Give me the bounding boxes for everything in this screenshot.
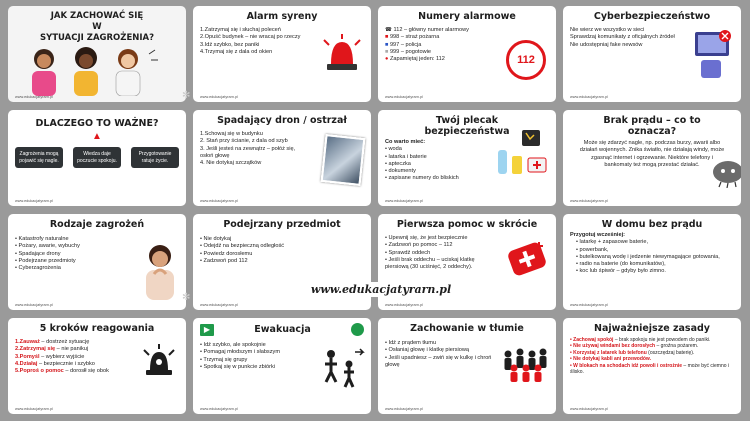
list-item: Nie wierz we wszystko w sieci [570,27,645,33]
fire-icon: ■ [385,34,390,41]
card-intro[interactable] [8,6,186,102]
site-url: www.edukacjatyrarn.pl [200,303,238,307]
watermark: www.edukacjatyrarn.pl [296,282,466,297]
list-item: 1.Zauważ – dostrzeż sytuację [15,339,90,345]
list-item: • Pożary, awarie, wybuchy [15,243,80,250]
list-item: • Korzystaj z latarek lub telefonu (oszczędzaj baterię). [570,349,695,356]
list-item: • Cyberzagrożenia [15,265,61,272]
card-backpack[interactable] [378,110,556,206]
site-url: www.edukacjatyrarn.pl [15,407,53,411]
list-item: Sprawdzaj komunikaty z oficjalnych źródeł [570,34,675,41]
phone-icon: ☎ [385,27,394,33]
intro-title-3: SYTUACJI ZAGROŻENIA? [39,33,155,43]
gear-icon: ✻ [182,90,191,101]
list-item: • Nie dotykaj kabli ani przewodów. [570,356,652,363]
police-icon: ■ [385,41,390,48]
site-url: www.edukacjatyrarn.pl [200,199,238,203]
intro-title-1: JAK ZACHOWAĆ SIĘ [50,11,144,21]
list-item: • Podejrzane przedmioty [15,257,76,264]
drone-photo [321,134,366,186]
list-item: • W blokach na schodach idź powoli i ostrożnie – może być ciemno i ślisko. [570,362,730,376]
drone-title: Spadający dron / ostrzał [217,115,347,126]
card-nopower[interactable] [563,214,741,310]
site-url: www.edukacjatyrarn.pl [385,303,423,307]
card-numbers[interactable] [378,6,556,102]
why-box: Przygotowanie ratuje życie. [131,147,179,168]
list-item: 4. Nie dotykaj szczątków [200,160,262,167]
list-item: 4.Działaj – bezpiecznie i szybko [15,360,95,367]
list-item: 3.Idź szybko, bez paniki [200,41,260,48]
blackout-text: Może się zdarzyć nagle, np. podczas burzy, awarii albo działań wojennych. Znika światło, nie działają windy, może zgasnąć internet i ogrzewanie. Niektóre telefony i bankomaty też mogą przestać działać. [579,140,725,168]
list-item: • Trzymaj się grupy [200,356,248,363]
list-item: • powerbank, [576,246,609,253]
intro-title-2: W [92,22,102,32]
site-url: www.edukacjatyrarn.pl [200,407,238,411]
rules-title: Najważniejsze zasady [594,323,710,334]
list-item: • Powiedz dorosłemu [200,250,253,257]
alarm-title: Alarm syreny [246,11,318,22]
ambulance-icon: ■ [385,48,390,55]
computer-icon [691,28,737,80]
list-item: • latarka i baterie [385,153,427,160]
backpack-title-2: bezpieczeństwa [424,126,510,137]
steps-title: 5 kroków reagowania [39,323,155,334]
list-item: • Jeśli upadniesz – zwiń się w kulkę i chroń głowę [385,354,492,368]
backpack-title-1: Twój plecak [435,115,499,126]
list-item: 3.Pomyśl – wybierz wyjście [15,353,85,360]
siren-icon: ▲ [92,131,102,142]
family-icon [319,348,365,392]
list-item: 3. Jeśli jesteś na zewnątrz – połóż się, osłoń głowę [200,145,296,159]
exit-icon: ▶ [200,324,214,336]
backpack-icon [492,128,552,188]
list-item: • Idź z prądem tłumu [385,340,437,346]
site-url: www.edukacjatyrarn.pl [385,199,423,203]
firstaid-title: Pierwsza pomoc w skrócie [396,219,538,230]
why-title: DLACZEGO TO WAŻNE? [35,118,159,129]
backpack-lead: Co warto mieć: [385,139,426,145]
pin-icon: ● [385,56,390,63]
blackout-title-1: Brak prądu – co to [603,115,701,126]
card-steps[interactable] [8,318,186,414]
crowd-icon [500,346,548,382]
list-item: • Upewnij się, że jest bezpiecznie [385,235,468,241]
list-item: • koc lub śpiwór – gdyby było zimno. [576,268,666,275]
why-box: Wiedza daje poczucie spokoju. [73,147,121,168]
numbers-title: Numery alarmowe [418,11,516,22]
card-cyber[interactable] [563,6,741,102]
list-item: • dokumenty [385,168,416,175]
list-item: 1.Zatrzymaj się i słuchaj poleceń [200,27,281,33]
site-url: www.edukacjatyrarn.pl [570,95,608,99]
worried-person-illustration [140,240,180,300]
suspicious-title: Podejrzany przedmiot [223,219,341,230]
list-item: 4.Trzymaj się z dala od okien [200,48,273,55]
nopower-title: W domu bez prądu [601,219,703,230]
site-url: www.edukacjatyrarn.pl [15,199,53,203]
list-item: 5.Poproś o pomoc – dorosłł się obok [15,368,109,375]
list-item: ☎ 112 – główny numer alarmowy [385,27,469,33]
list-item: • Pomagaj młodszym i słabszym [200,349,280,356]
why-box: Zagrożenia mogą pojawić się nagle. [15,147,63,168]
cyber-title: Cyberbezpieczeństwo [593,11,711,22]
list-item: • Spotkaj się w punkcie zbiórki [200,363,276,370]
threats-title: Rodzaje zagrożeń [49,219,145,230]
list-item: • Zadzwoń pod 112 [200,257,248,264]
list-item: 1.Schowaj się w budynku [200,131,263,137]
list-item: • apteczka [385,160,411,167]
siren-icon [142,344,176,376]
site-url: www.edukacjatyrarn.pl [385,95,423,99]
list-item: • woda [385,146,402,153]
assembly-icon [351,323,364,336]
card-threats[interactable] [8,214,186,310]
crowd-title: Zachowanie w tłumie [410,323,524,334]
card-crowd[interactable] [378,318,556,414]
list-item: ■ 998 – straż pożarna [385,34,440,41]
evac-title: Ewakuacja [254,324,311,335]
gear-icon: ✻ [182,292,191,303]
list-item: • Zadzwoń po pomoc – 112 [385,242,453,249]
emergency-badge: 112 [506,40,546,80]
list-item: • zapisane numery do bliskich [385,175,459,182]
card-blackout[interactable] [563,110,741,206]
people-illustration [14,44,174,96]
site-url: www.edukacjatyrarn.pl [570,407,608,411]
site-url: www.edukacjatyrarn.pl [385,407,423,411]
list-item: • latarkę + zapasowe baterie, [576,239,649,246]
blackout-title-2: oznacza? [627,126,677,137]
site-url: www.edukacjatyrarn.pl [570,199,608,203]
card-evac[interactable] [193,318,371,414]
card-why[interactable] [8,110,186,206]
list-item: 2.Zatrzymaj się – nie panikuj [15,346,89,353]
list-item: • butelkowaną wodę i jedzenie niewymagające gotowania, [576,253,720,260]
list-item: • Osłaniaj głowę i klatkę piersiową [385,347,470,354]
siren-icon [321,34,363,72]
list-item: ■ 999 – pogotowie [385,48,431,55]
list-item: • Nie dotykaj [200,236,232,242]
list-item: 2.Opuść budynek – nie wracaj po rzeczy [200,34,301,41]
list-item: ■ 997 – policja [385,41,422,48]
site-url: www.edukacjatyrarn.pl [200,95,238,99]
site-url: www.edukacjatyrarn.pl [15,303,53,307]
list-item: • Sprawdź oddech [385,249,431,256]
slides-grid [8,6,742,415]
list-item: • Spadające drony [15,250,61,257]
first-aid-icon [506,238,550,278]
list-item: • Zachowaj spokój – brak spokoju nie jest powodem do paniki. [570,337,711,343]
card-alarm[interactable] [193,6,371,102]
list-item: • Nie używaj windami bez dorosłych – groźna pożarem. [570,343,699,350]
list-item: • Idź szybko, ale spokojnie [200,342,266,348]
list-item: • Odejdź na bezpieczną odległość [200,243,285,250]
list-item: 2. Stań przy ścianie, z dala od szyb [200,138,288,145]
list-item: • Jeśli brak oddechu – uciskaj klatkę piersiową (30 uciśnięć, 2 oddechy). [385,256,475,271]
site-url: www.edukacjatyrarn.pl [570,303,608,307]
list-item: • radio na baterie (do komunikatów), [576,261,666,268]
list-item: Nie udostępniaj fake newsów [570,41,643,48]
list-item: • Katastrofy naturalne [15,236,69,242]
card-drone[interactable] [193,110,371,206]
cloud-icon [711,158,741,188]
nopower-lead: Przygotuj wcześniej: [570,232,626,238]
list-item: ● Zapamiętaj jeden: 112 [385,56,445,63]
site-url: www.edukacjatyrarn.pl [15,95,53,99]
card-rules[interactable] [563,318,741,414]
